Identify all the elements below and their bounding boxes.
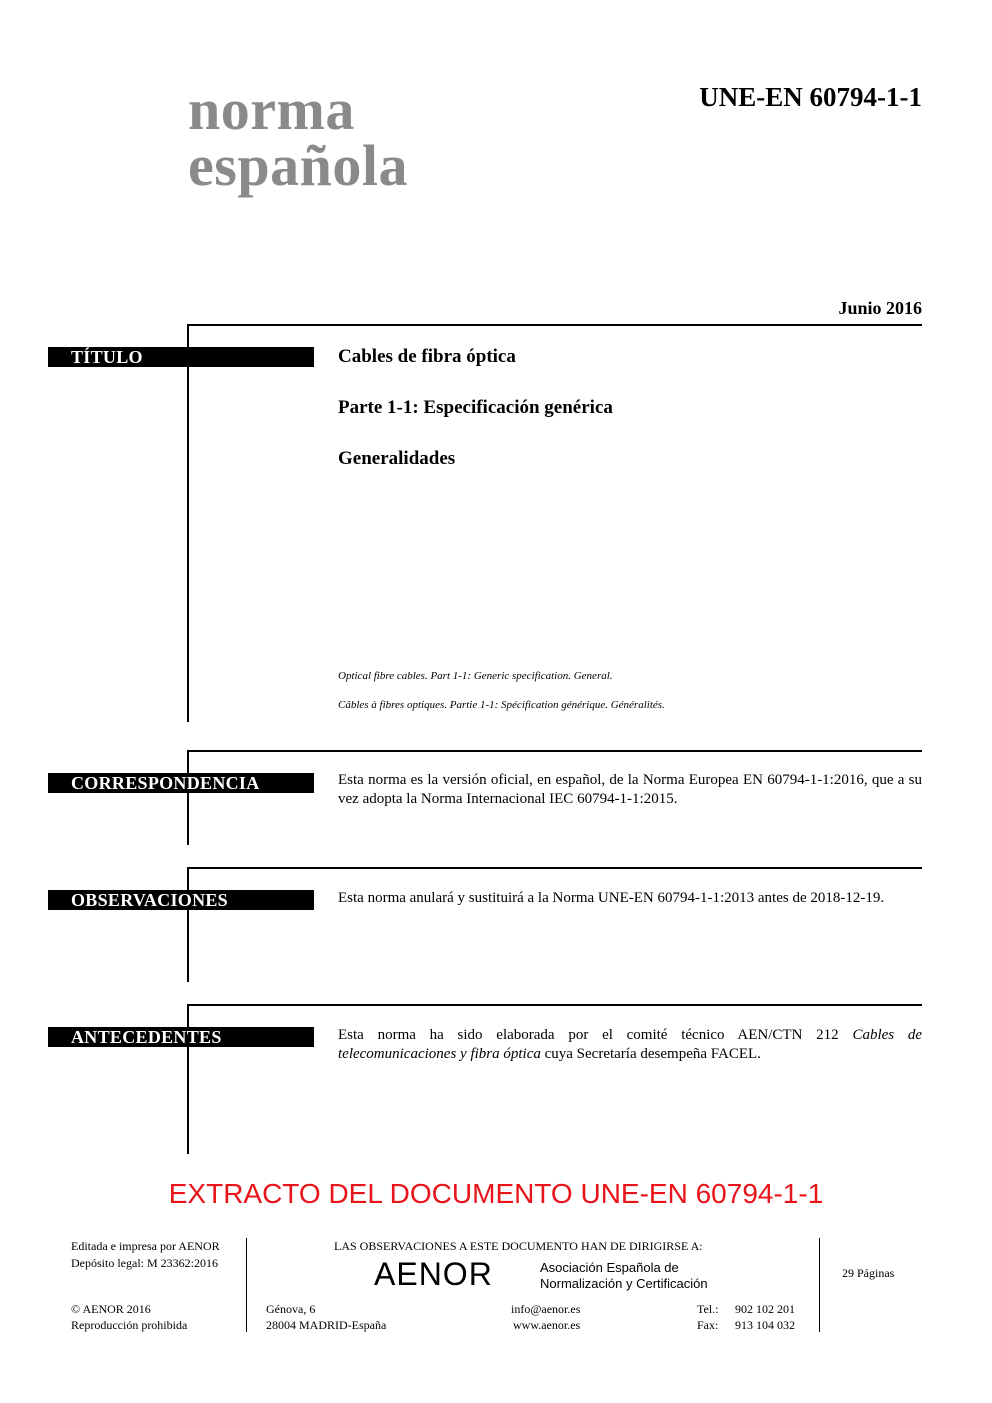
brand-line-1: norma (188, 77, 355, 142)
org-line-2: Normalización y Certificación (540, 1276, 708, 1291)
org-line-1: Asociación Española de (540, 1260, 679, 1275)
footer-email: info@aenor.es (511, 1302, 581, 1316)
footer-address-1: Génova, 6 (266, 1302, 316, 1316)
footer-observations-note: LAS OBSERVACIONES A ESTE DOCUMENTO HAN DE DIRIGIRSE A: (334, 1239, 703, 1253)
correspondencia-text: Esta norma es la versión oficial, en español, de la Norma Europea EN 60794-1-1:2016, que a su vez adopta la Norma Internacional IEC 60794-1-1:2015. (338, 772, 922, 807)
footer-web: www.aenor.es (513, 1318, 581, 1332)
footer-copyright: © AENOR 2016 (71, 1302, 151, 1316)
footer-divider-right (819, 1238, 820, 1332)
title-french: Câbles à fibres optiques. Partie 1-1: Spécification générique. Généralités. (338, 699, 665, 711)
brand-line-2: española (188, 133, 408, 198)
footer-fax-label: Fax: (697, 1318, 719, 1332)
section-rule-titulo (188, 324, 922, 326)
title-line-1: Cables de fibra óptica (338, 346, 516, 367)
observaciones-text: Esta norma anulará y sustituirá a la Norma UNE-EN 60794-1-1:2013 antes de 2018-12-19. (338, 890, 885, 906)
aenor-logo: AENOR (374, 1256, 493, 1292)
label-titulo: TÍTULO (48, 347, 314, 367)
footer-tel-label: Tel.: (697, 1302, 719, 1316)
footer-address-2: 28004 MADRID-España (266, 1318, 387, 1332)
aenor-org-name (540, 1260, 708, 1292)
footer-fax: 913 104 032 (735, 1318, 795, 1332)
committee-name: Cables de telecomunicaciones y fibra óptica (338, 1027, 923, 1062)
footer-edited: Editada e impresa por AENOR (71, 1239, 220, 1253)
section-rule-antecedentes (188, 1004, 922, 1006)
title-english: Optical fibre cables. Part 1-1: Generic specification. General. (338, 670, 613, 682)
section-bar-correspondencia (187, 750, 189, 845)
standard-code: UNE-EN 60794-1-1 (699, 82, 922, 112)
title-line-3: Generalidades (338, 448, 456, 469)
antecedentes-text-start: Esta norma ha sido elaborada por el comité técnico AEN/CTN 212 (338, 1027, 853, 1043)
footer-reproduction: Reproducción prohibida (71, 1318, 188, 1332)
antecedentes-text (338, 1026, 922, 1064)
publication-date: Junio 2016 (838, 298, 922, 318)
footer-pages: 29 Páginas (842, 1266, 895, 1280)
footer-tel: 902 102 201 (735, 1302, 795, 1316)
label-antecedentes: ANTECEDENTES (48, 1027, 314, 1047)
section-rule-correspondencia (188, 750, 922, 752)
section-bar-observaciones (187, 867, 189, 982)
brand-wordmark (188, 77, 408, 198)
antecedentes-text-end: cuya Secretaría desempeña FACEL. (540, 1046, 761, 1062)
label-correspondencia: CORRESPONDENCIA (48, 773, 314, 793)
label-observaciones: OBSERVACIONES (48, 890, 314, 910)
footer-divider-left (246, 1238, 247, 1332)
title-line-2: Parte 1-1: Especificación genérica (338, 397, 613, 418)
extract-banner: EXTRACTO DEL DOCUMENTO UNE-EN 60794-1-1 (168, 1178, 824, 1209)
section-bar-titulo (187, 324, 189, 722)
footer-deposit: Depósito legal: M 23362:2016 (71, 1256, 218, 1270)
section-rule-observaciones (188, 867, 922, 869)
